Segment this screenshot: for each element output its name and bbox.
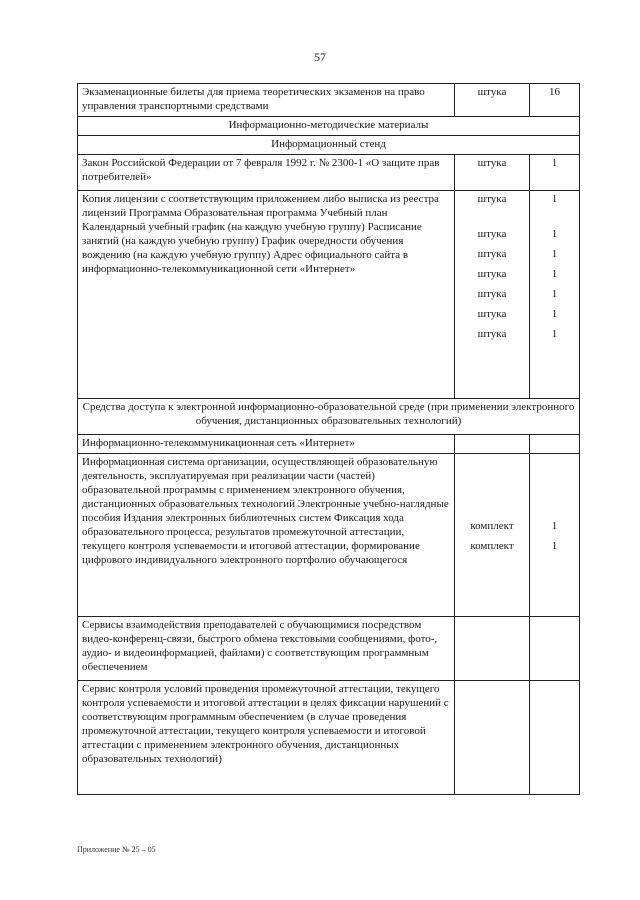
item-name-column (78, 454, 455, 617)
section-title: Информационный стенд (78, 136, 580, 155)
grouped-rows-block (78, 454, 580, 617)
item-quantity: 1 (551, 540, 558, 552)
item-quantity: 1 (551, 328, 558, 340)
item-unit (455, 617, 530, 681)
item-quantity: 1 (551, 308, 558, 320)
item-unit: штука (477, 228, 507, 240)
section-title: Средства доступа к электронной информационно-образовательной среде (при применении электронного обучения, дистанционных образовательных технологий) (78, 399, 580, 435)
list-item: Учебный план (319, 207, 388, 219)
item-quantity: 1 (551, 520, 558, 532)
list-item: Календарный учебный график (на каждую учебную группу) (82, 221, 365, 233)
equipment-table (77, 83, 580, 795)
table-row (78, 155, 580, 191)
item-unit: штука (477, 193, 507, 205)
item-name-column (78, 191, 455, 399)
item-quantity: 1 (551, 248, 558, 260)
item-name: Экзаменационные билеты для приема теоретических экзаменов на право управления транспортными средствами (78, 84, 455, 117)
item-name: Сервис контроля условий проведения промежуточной аттестации, текущего контроля успеваемости и итоговой аттестации в целях фиксации нарушений с соответствующим программным обеспечением (в случае проведения промежуточной аттестации, текущего контроля успеваемости и итоговой аттестации с применением электронного обучения, дистанционных образовательных технологий) (78, 681, 455, 795)
list-item: Копия лицензии с соответствующим приложением либо выписка из реестра лицензий (82, 193, 439, 219)
item-unit-column (455, 191, 530, 399)
section-title: Информационно-методические материалы (78, 117, 580, 136)
item-unit: штука (477, 268, 507, 280)
table-row (78, 681, 580, 795)
item-name: Информационно-телекоммуникационная сеть «Интернет» (78, 435, 455, 454)
section-header-row (78, 136, 580, 155)
list-item: Расписание занятий (на каждую учебную группу) (82, 221, 422, 247)
list-item: Информационная система организации, осуществляющей образовательную деятельность, эксплуатируемая при реализации части (частей) образовательной программы с применением электронного обучения, дистанционных образовательных технологий (82, 456, 438, 510)
list-item: Электронные учебно-наглядные пособия (82, 498, 449, 524)
page-number: 57 (314, 50, 326, 64)
item-quantity-column (530, 191, 580, 399)
item-quantity (534, 455, 575, 517)
item-quantity-column (530, 454, 580, 617)
item-unit: штука (455, 84, 530, 117)
item-unit: комплект (470, 540, 514, 552)
item-unit: штука (455, 155, 530, 191)
section-header-row (78, 117, 580, 136)
item-name: Закон Российской Федерации от 7 февраля 1992 г. № 2300-1 «О защите прав потребителей» (78, 155, 455, 191)
table-row (78, 84, 580, 117)
item-unit (455, 681, 530, 795)
item-unit: комплект (470, 520, 514, 532)
item-quantity (530, 435, 580, 454)
item-unit (459, 455, 525, 517)
item-quantity: 1 (551, 268, 558, 280)
list-item: Программа (128, 207, 182, 219)
item-quantity: 1 (530, 155, 580, 191)
item-quantity: 1 (551, 228, 558, 240)
item-unit (455, 435, 530, 454)
item-name: Сервисы взаимодействия преподавателей с обучающимися посредством видео-конференц-связи, быстрого обмена текстовыми сообщениями, фото-, аудио- и видеоинформацией, файлами) с соответствующим программным обеспечением (78, 617, 455, 681)
item-quantity (530, 617, 580, 681)
table-row (78, 617, 580, 681)
list-item: Образовательная программа (184, 207, 317, 219)
table-row (78, 435, 580, 454)
list-item: Фиксация хода образовательного процесса, результатов промежуточной аттестации, текущего контроля успеваемости и итоговой аттестации, формирование цифрового индивидуального электронного портфолио обучающегося (82, 512, 420, 566)
item-unit: штука (477, 248, 507, 260)
item-quantity: 1 (551, 288, 558, 300)
item-unit-column (455, 454, 530, 617)
list-item: Адрес официального сайта в информационно-телекоммуникационной сети «Интернет» (82, 249, 409, 275)
item-quantity: 1 (551, 193, 558, 205)
section-header-row (78, 399, 580, 435)
list-item: Издания электронных библиотечных систем (123, 512, 332, 524)
item-unit: штука (477, 288, 507, 300)
item-quantity (530, 681, 580, 795)
footer-note: Приложение № 25 – 05 (77, 845, 156, 854)
grouped-rows-block (78, 191, 580, 399)
list-item: График очередности обучения вождению (на каждую учебную группу) (82, 235, 404, 261)
item-unit: штука (477, 308, 507, 320)
item-unit: штука (477, 328, 507, 340)
item-quantity: 16 (530, 84, 580, 117)
